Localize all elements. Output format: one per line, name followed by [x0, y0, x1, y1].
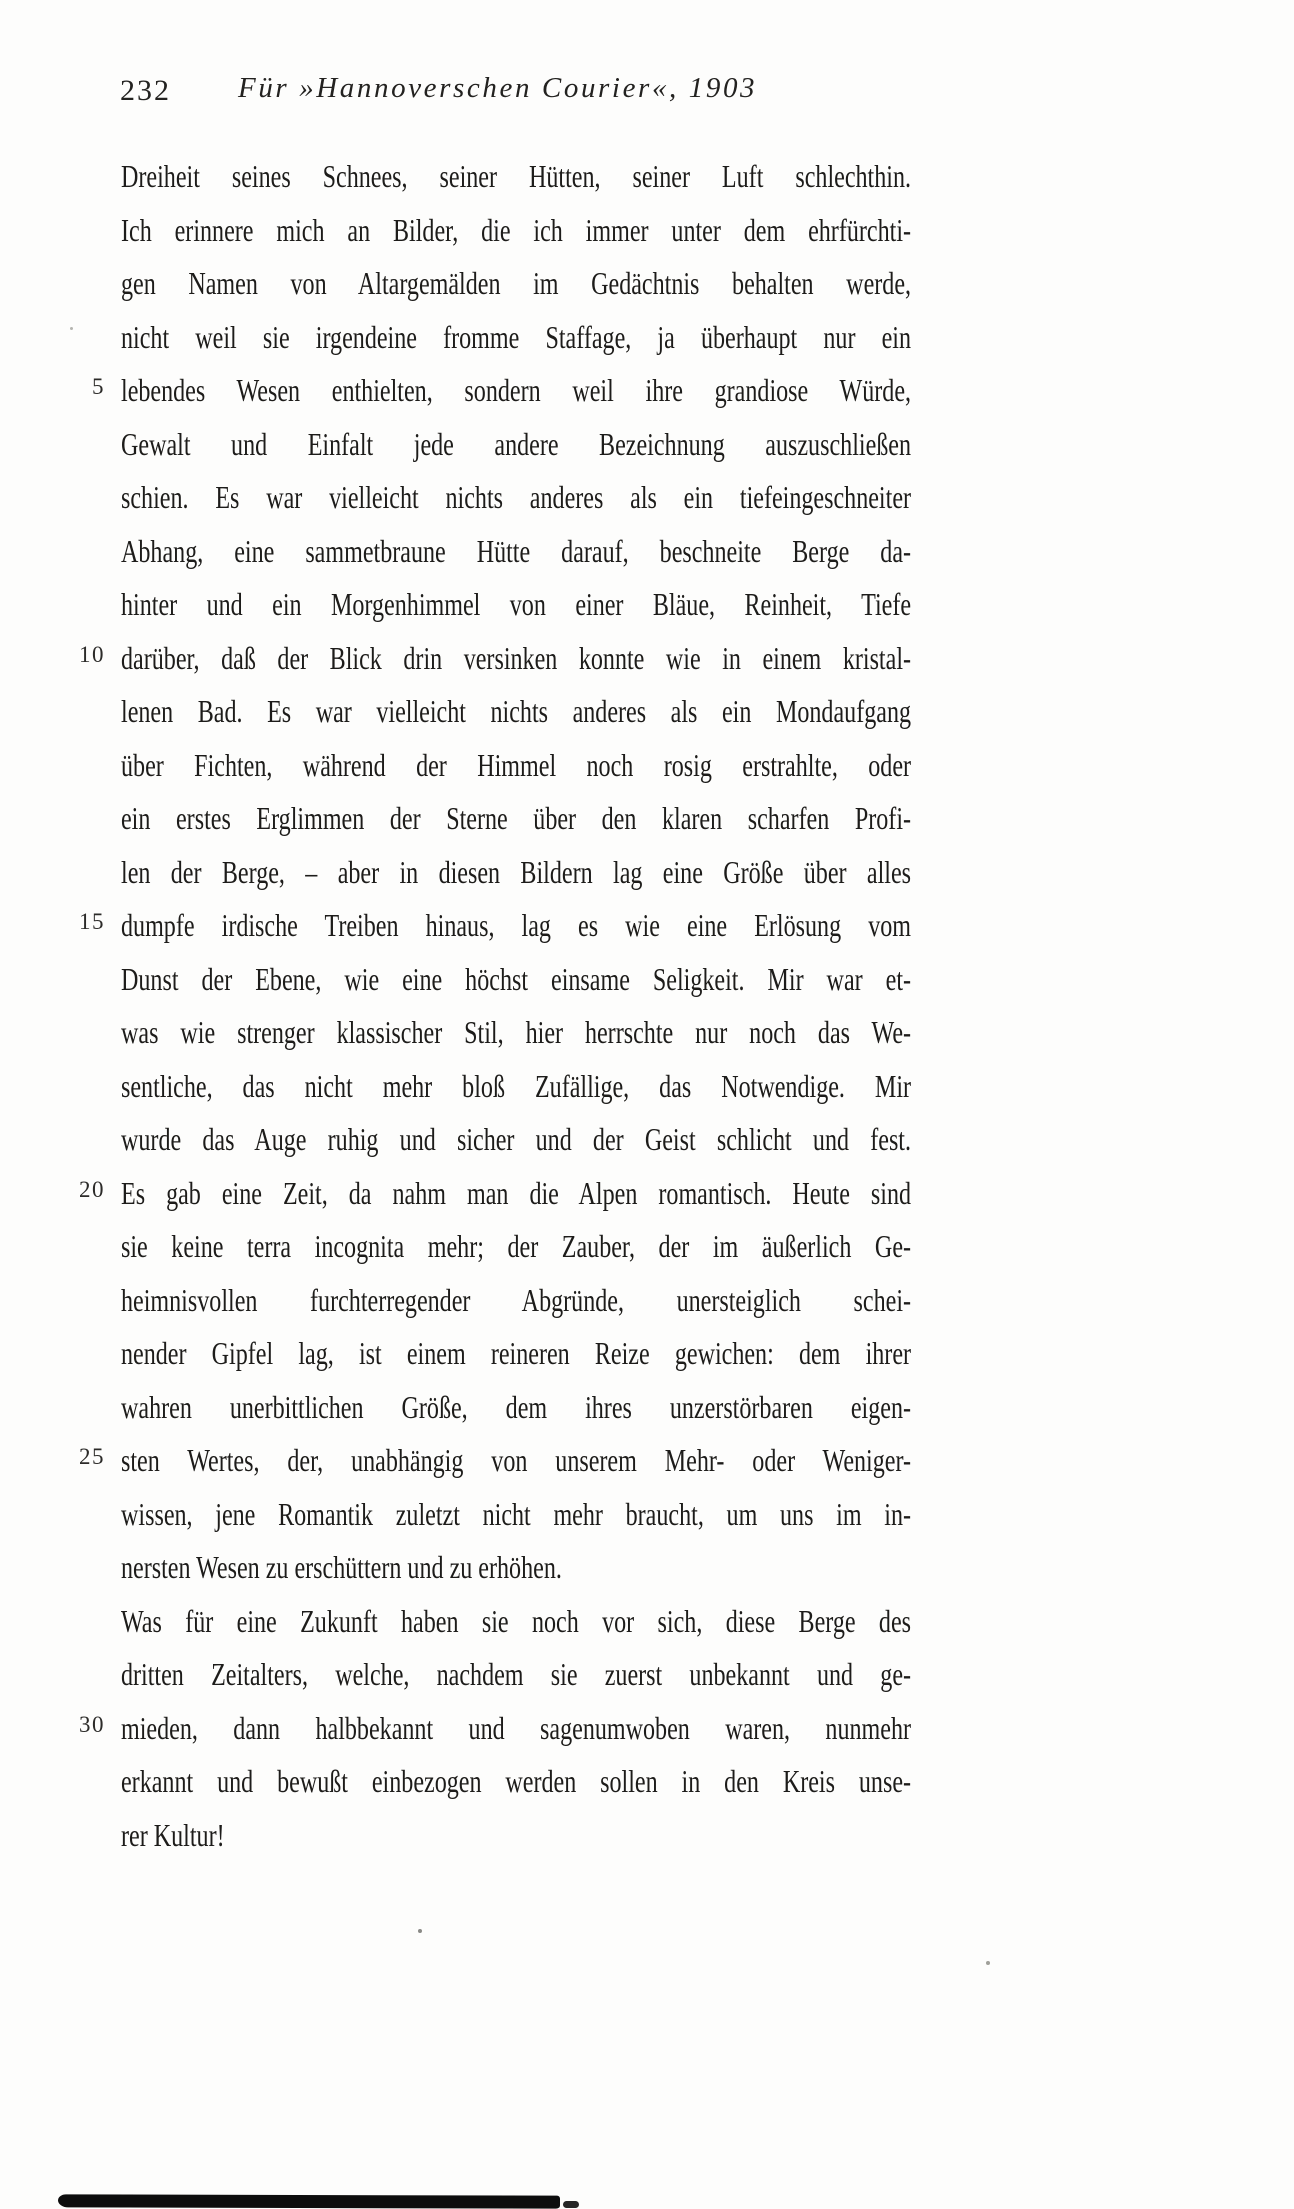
text-line-row [121, 1809, 911, 1863]
margin-line-number: 20 [79, 1176, 105, 1202]
text-line: nicht weil sie irgendeine fromme Staffage, ja überhaupt nur ein [121, 318, 912, 355]
text-line: wurde das Auge ruhig und sicher und der Geist schlicht und fest. [121, 1121, 912, 1157]
text-line: sten Wertes, der, unabhängig von unserem Mehr- oder Weniger- [121, 1442, 912, 1478]
text-line: Gewalt und Einfalt jede andere Bezeichnung auszuschließen [121, 425, 912, 462]
text-line: sie keine terra incognita mehr; der Zauber, der im äußerlich Ge- [121, 1228, 912, 1264]
text-line-row [121, 150, 911, 204]
text-line-row [121, 578, 911, 632]
text-line: wahren unerbittlichen Größe, dem ihres unzerstörbaren eigen- [121, 1388, 912, 1425]
text-line-row [92, 364, 912, 418]
text-line-row [121, 1274, 911, 1328]
text-line-row [121, 1541, 911, 1595]
text-line: dritten Zeitalters, welche, nachdem sie zuerst unbekannt und ge- [121, 1656, 912, 1692]
text-line: was wie strenger klassischer Stil, hier herrschte nur noch das We- [121, 1014, 912, 1050]
text-line-row [121, 1648, 911, 1702]
text-line: darüber, daß der Blick drin versinken konnte wie in einem kristal- [121, 639, 912, 676]
text-line-row [121, 1006, 911, 1060]
text-line: rer Kultur! [121, 1816, 225, 1853]
text-line-row [121, 846, 911, 900]
text-line-row [121, 311, 911, 365]
text-line-row [121, 1381, 911, 1435]
text-line-row [121, 418, 911, 472]
scan-speck [70, 327, 73, 330]
margin-line-number: 25 [79, 1444, 105, 1469]
text-line: Abhang, eine sammetbraune Hütte darauf, beschneite Berge da- [121, 532, 912, 569]
text-line-row [79, 632, 912, 686]
text-line: wissen, jene Romantik zuletzt nicht mehr braucht, um uns im in- [121, 1495, 912, 1532]
text-line-row [121, 1755, 911, 1809]
scan-edge-artifact [563, 2201, 579, 2208]
text-line: len der Berge, – aber in diesen Bildern lag eine Größe über alles [121, 853, 912, 890]
text-line: Ich erinnere mich an Bilder, die ich immer unter dem ehrfürchti- [121, 211, 912, 248]
running-title: Für »Hannoverschen Courier«, 1903 [238, 72, 758, 104]
text-line: lebendes Wesen enthielten, sondern weil ihre grandiose Würde, [121, 372, 912, 408]
text-line: erkannt und bewußt einbezogen werden sollen in den Kreis unse- [121, 1763, 912, 1799]
text-line-row [121, 1220, 911, 1274]
margin-line-number: 10 [79, 641, 105, 667]
text-line-row [121, 525, 911, 579]
text-line: dumpfe irdische Treiben hinaus, lag es wie eine Erlösung vom [121, 907, 912, 943]
text-line: sentliche, das nicht mehr bloß Zufällige, das Notwendige. Mir [121, 1067, 912, 1104]
scan-edge-artifact [58, 2194, 560, 2208]
margin-line-number: 15 [79, 909, 105, 934]
text-line: Dunst der Ebene, wie eine höchst einsame Seligkeit. Mir war et- [121, 960, 912, 997]
text-line-row [79, 1167, 912, 1221]
text-line-row [121, 1113, 911, 1167]
text-line: nersten Wesen zu erschüttern und zu erhöhen. [121, 1549, 562, 1585]
margin-line-number: 5 [92, 374, 105, 399]
text-line-row [121, 471, 911, 525]
text-line: heimnisvollen furchterregender Abgründe, unersteiglich schei- [121, 1281, 912, 1318]
text-line-row [121, 1060, 911, 1114]
text-line-row [121, 204, 911, 258]
text-block [79, 150, 912, 1862]
text-line-row [121, 685, 911, 739]
text-line-row [121, 953, 911, 1007]
text-line: Dreiheit seines Schnees, seiner Hütten, seiner Luft schlechthin. [121, 158, 912, 194]
text-line: Was für eine Zukunft haben sie noch vor sich, diese Berge des [121, 1602, 912, 1639]
text-line: mieden, dann halbbekannt und sagenumwoben waren, nunmehr [121, 1709, 912, 1746]
text-line-row [79, 1434, 912, 1488]
text-line-row [121, 257, 911, 311]
scan-speck [418, 1929, 422, 1933]
text-line-row [79, 1702, 912, 1756]
text-line: gen Namen von Altargemälden im Gedächtnis behalten werde, [121, 265, 912, 301]
text-line: schien. Es war vielleicht nichts anderes als ein tiefeingeschneiter [121, 479, 912, 515]
text-line: über Fichten, während der Himmel noch rosig erstrahlte, oder [121, 746, 912, 783]
page-number: 232 [120, 74, 171, 107]
margin-line-number: 30 [79, 1711, 105, 1737]
text-line-row [121, 1488, 911, 1542]
text-line: hinter und ein Morgenhimmel von einer Bläue, Reinheit, Tiefe [121, 586, 912, 622]
page-header [0, 72, 1294, 112]
text-line-row [121, 1595, 911, 1649]
text-line-row [121, 792, 911, 846]
scan-speck [986, 1961, 990, 1965]
text-line: lenen Bad. Es war vielleicht nichts anderes als ein Mondaufgang [121, 693, 912, 729]
text-line-row [79, 899, 912, 953]
text-line: Es gab eine Zeit, da nahm man die Alpen romantisch. Heute sind [121, 1174, 912, 1211]
text-line-row [121, 1327, 911, 1381]
text-line: nender Gipfel lag, ist einem reineren Reize gewichen: dem ihrer [121, 1335, 912, 1371]
text-line-row [121, 739, 911, 793]
text-line: ein erstes Erglimmen der Sterne über den klaren scharfen Profi- [121, 800, 912, 836]
